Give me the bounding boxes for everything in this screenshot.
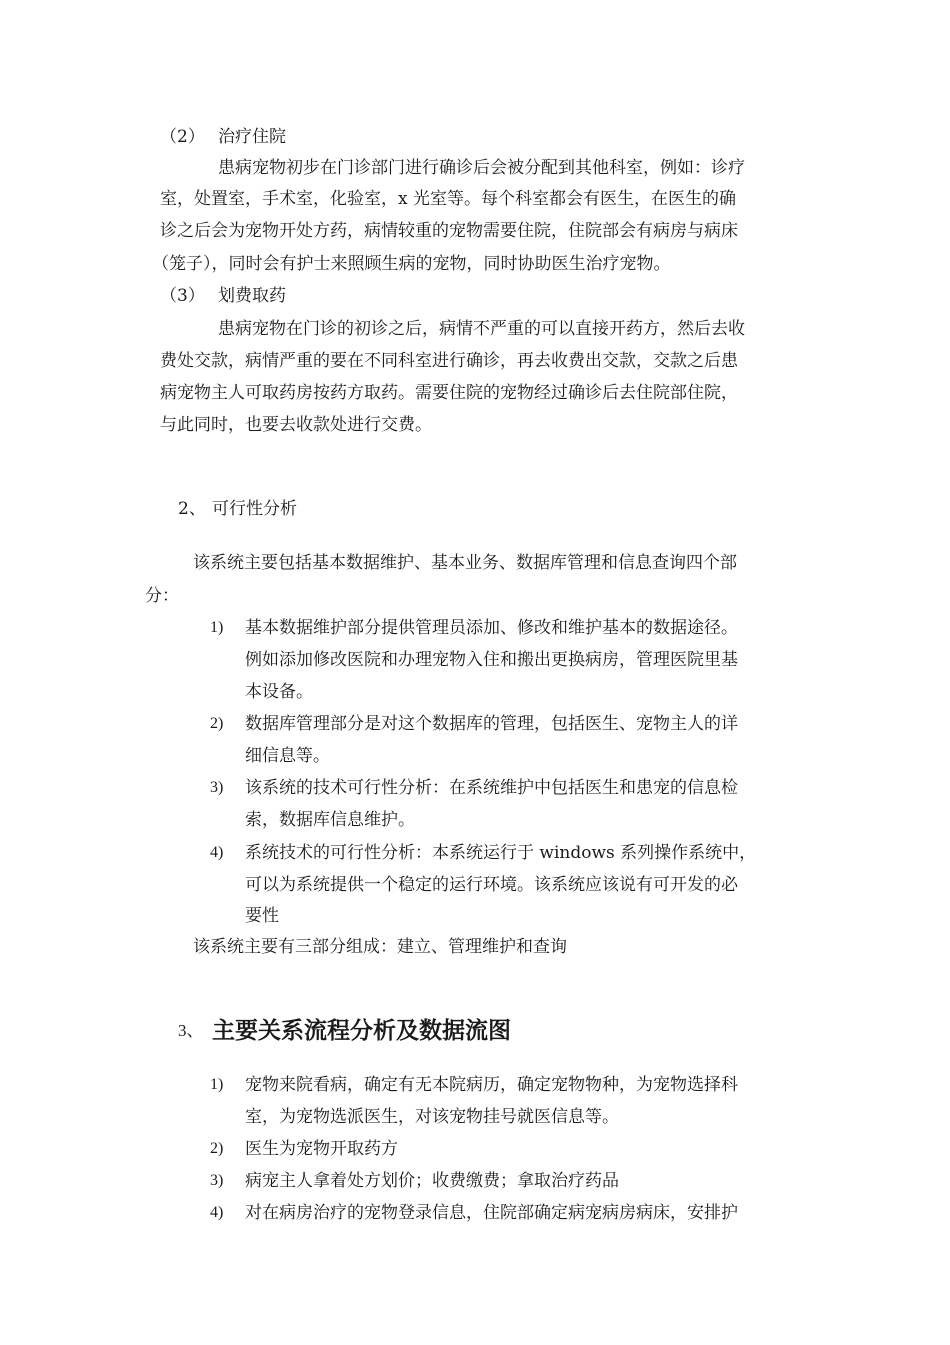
list-item-number: 3) xyxy=(210,1172,224,1189)
subsection-marker: （2） xyxy=(160,127,205,147)
paragraph-line: 费处交款，病情严重的要在不同科室进行确诊，再去收费出交款，交款之后患 xyxy=(160,351,738,371)
list-item-number: 4) xyxy=(210,1204,224,1221)
list-item-line: 数据库管理部分是对这个数据库的管理，包括医生、宠物主人的详 xyxy=(245,714,738,734)
list-item-line: 宠物来院看病，确定有无本院病历，确定宠物物种，为宠物选择科 xyxy=(245,1075,738,1095)
list-item-number: 2) xyxy=(210,1140,224,1157)
list-item-line: 该系统的技术可行性分析：在系统维护中包括医生和患宠的信息检 xyxy=(245,778,738,798)
paragraph-line: （笼子），同时会有护士来照顾生病的宠物，同时协助医生治疗宠物。 xyxy=(152,254,671,274)
list-item-line: 医生为宠物开取药方 xyxy=(245,1139,398,1159)
paragraph-line: 分： xyxy=(145,586,179,606)
paragraph-line: 患病宠物在门诊的初诊之后，病情不严重的可以直接开药方，然后去收 xyxy=(218,319,745,339)
section-number: 2、 xyxy=(178,499,206,519)
list-item-number: 1) xyxy=(210,619,224,636)
list-item-line: 索，数据库信息维护。 xyxy=(245,810,415,830)
paragraph-line: 患病宠物初步在门诊部门进行确诊后会被分配到其他科室，例如：诊疗 xyxy=(218,158,745,178)
list-item-line: 要性 xyxy=(245,906,279,926)
section-title: 可行性分析 xyxy=(212,499,297,519)
paragraph-line: 室，处置室，手术室，化验室，x 光室等。每个科室都会有医生，在医生的确 xyxy=(160,189,736,209)
list-item-number: 2) xyxy=(210,715,224,732)
list-item-number: 1) xyxy=(210,1076,224,1093)
list-item-line: 例如添加修改医院和办理宠物入住和搬出更换病房，管理医院里基 xyxy=(245,650,738,670)
paragraph-line: 与此同时，也要去收款处进行交费。 xyxy=(160,415,432,435)
paragraph-line: 病宠物主人可取药房按药方取药。需要住院的宠物经过确诊后去住院部住院， xyxy=(160,383,738,403)
subsection-marker: （3） xyxy=(160,286,205,306)
list-item-line: 室，为宠物选派医生，对该宠物挂号就医信息等。 xyxy=(245,1107,619,1127)
section-heading: 主要关系流程分析及数据流图 xyxy=(212,1018,511,1044)
list-item-line: 细信息等。 xyxy=(245,746,330,766)
summary-line: 该系统主要有三部分组成：建立、管理维护和查询 xyxy=(193,937,567,957)
subsection-title: 划费取药 xyxy=(218,286,286,306)
list-item-number: 3) xyxy=(210,779,224,796)
list-item-line: 基本数据维护部分提供管理员添加、修改和维护基本的数据途径。 xyxy=(245,618,738,638)
section-number: 3、 xyxy=(178,1021,204,1040)
paragraph-line: 该系统主要包括基本数据维护、基本业务、数据库管理和信息查询四个部 xyxy=(193,553,737,573)
list-item-line: 可以为系统提供一个稳定的运行环境。该系统应该说有可开发的必 xyxy=(245,875,738,895)
list-item-line: 系统技术的可行性分析：本系统运行于 windows 系列操作系统中， xyxy=(245,843,757,863)
list-item-line: 病宠主人拿着处方划价；收费缴费；拿取治疗药品 xyxy=(245,1171,619,1191)
list-item-line: 本设备。 xyxy=(245,682,313,702)
list-item-line: 对在病房治疗的宠物登录信息，住院部确定病宠病房病床，安排护 xyxy=(245,1203,738,1223)
subsection-title: 治疗住院 xyxy=(218,127,286,147)
list-item-number: 4) xyxy=(210,844,224,861)
paragraph-line: 诊之后会为宠物开处方药，病情较重的宠物需要住院，住院部会有病房与病床 xyxy=(160,221,738,241)
